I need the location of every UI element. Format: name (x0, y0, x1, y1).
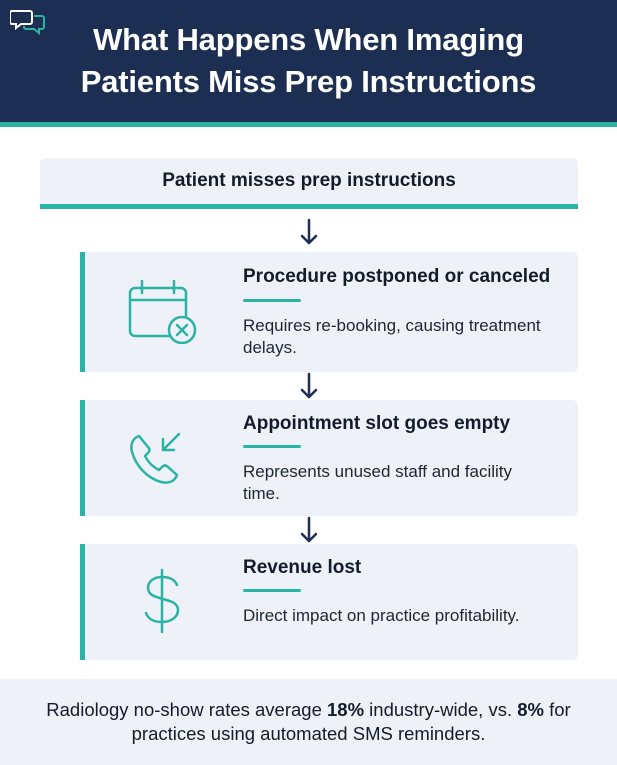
dollar-sign-icon (125, 568, 203, 634)
arrow-down-icon (299, 218, 319, 246)
step-description: Direct impact on practice profitability. (243, 606, 520, 625)
step-card-revenue (80, 544, 578, 660)
start-label: Patient misses prep instructions (162, 170, 456, 191)
step-card-postponed (80, 252, 578, 372)
title-underline (243, 299, 301, 302)
step-description: Requires re-booking, causing treatment delays. (243, 316, 541, 357)
step-title: Appointment slot goes empty (243, 413, 511, 434)
title-underline (243, 445, 301, 448)
arrow-down-icon (299, 516, 319, 544)
missed-call-icon (125, 426, 203, 492)
step-title: Revenue lost (243, 557, 362, 578)
chat-bubbles-icon (10, 8, 46, 36)
footer-statistic: Radiology no-show rates average 18% industry-wide, vs. 8% for practices using automated SMS reminders. (46, 699, 571, 744)
start-box (40, 158, 578, 209)
industry-rate: 18% (327, 699, 365, 720)
footer-stat-box (0, 679, 617, 765)
sms-rate: 8% (517, 699, 544, 720)
title-underline (243, 589, 301, 592)
step-title: Procedure postponed or canceled (243, 266, 551, 287)
page-title: What Happens When Imaging Patients Miss Prep Instructions (80, 22, 537, 99)
step-card-empty-slot (80, 400, 578, 516)
arrow-down-icon (299, 372, 319, 400)
header-banner (0, 0, 617, 127)
step-description: Represents unused staff and facility time. (243, 462, 513, 503)
calendar-x-icon (125, 278, 203, 344)
